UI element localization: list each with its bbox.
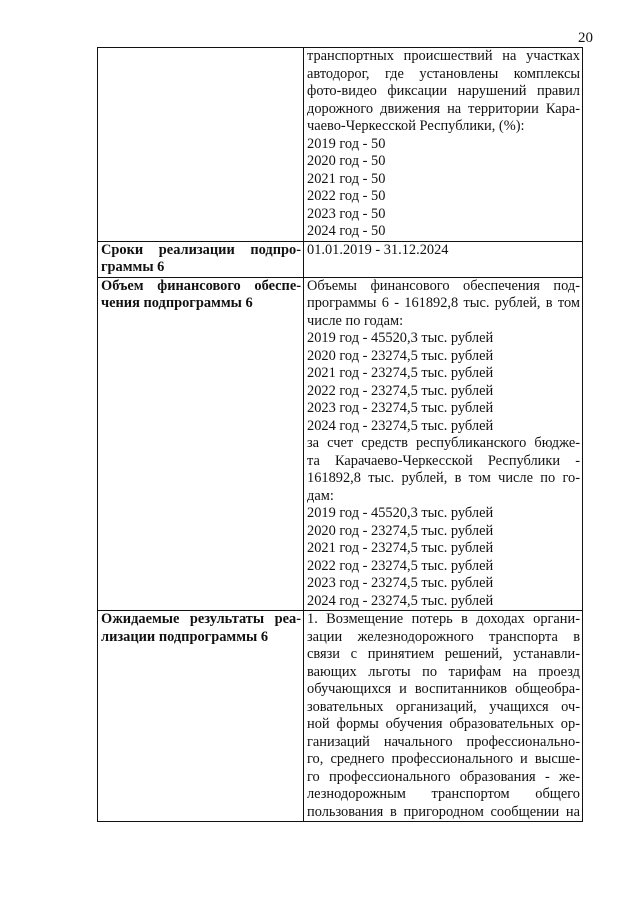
text-line: 2024 год - 50 bbox=[307, 223, 386, 239]
text-line: 2021 год - 23274,5 тыс. рублей bbox=[307, 365, 494, 381]
expected-results-text bbox=[307, 611, 580, 821]
text-line: та Карачаево-Черкесской Республики - bbox=[307, 452, 580, 469]
text-line: 2021 год - 50 bbox=[307, 170, 386, 187]
text-line: 2023 год - 50 bbox=[307, 205, 386, 222]
text-line: дорожного движения на территории Кара- bbox=[307, 100, 580, 117]
implementation-period-label: Сроки реализации подпро-граммы 6 bbox=[98, 241, 304, 277]
text-line: зовательных организаций, учащихся оч- bbox=[307, 698, 580, 715]
text-line: дам: bbox=[307, 487, 334, 504]
passport-table bbox=[97, 47, 583, 822]
expected-results-label: Ожидаемые результаты реа-лизации подпрограммы 6 bbox=[98, 611, 304, 822]
table-row bbox=[98, 48, 583, 242]
text-line: транспортных происшествий на участках bbox=[307, 48, 580, 64]
text-line: 1. Возмещение потерь в доходах органи- bbox=[307, 611, 580, 627]
text-line: связи с принятием решений, устанавли- bbox=[307, 646, 580, 662]
row-label-empty bbox=[98, 48, 304, 242]
text-line: зации железнодорожного транспорта в bbox=[307, 628, 580, 645]
text-line: Объемы финансового обеспечения под- bbox=[307, 277, 580, 294]
text-line: программы 6 - 161892,8 тыс. рублей, в том bbox=[307, 295, 580, 311]
text-line: обучающихся и воспитанников общеобра- bbox=[307, 681, 580, 697]
text-line: го, среднего профессионального и высше- bbox=[307, 751, 580, 767]
text-line: 2020 год - 23274,5 тыс. рублей bbox=[307, 522, 494, 539]
text-line: 2019 год - 45520,3 тыс. рублей bbox=[307, 505, 494, 521]
text-line: 01.01.2019 - 31.12.2024 bbox=[307, 241, 449, 258]
funding-volume-text bbox=[307, 278, 580, 611]
text-line: го профессионального образования - же- bbox=[307, 768, 580, 785]
text-line: 2023 год - 23274,5 тыс. рублей bbox=[307, 400, 494, 416]
page-number: 20 bbox=[578, 30, 593, 46]
text-line: 2019 год - 50 bbox=[307, 135, 386, 152]
text-line: фото-видео фиксации нарушений правил bbox=[307, 83, 580, 99]
text-line: 2020 год - 50 bbox=[307, 153, 386, 169]
expected-results-cell bbox=[304, 611, 583, 822]
text-line: 2020 год - 23274,5 тыс. рублей bbox=[307, 347, 494, 364]
text-line: 2022 год - 50 bbox=[307, 188, 386, 204]
text-line: ной формы обучения образовательных ор- bbox=[307, 716, 580, 732]
text-line: 2021 год - 23274,5 тыс. рублей bbox=[307, 540, 494, 556]
text-line: ганизаций начального профессионально- bbox=[307, 733, 580, 750]
table-row bbox=[98, 241, 583, 277]
text-line: пользования в пригородном сообщении на bbox=[307, 803, 580, 820]
text-line: вающих льготы по тарифам на проезд bbox=[307, 663, 580, 680]
text-line: числе по годам: bbox=[307, 312, 404, 329]
road-safety-indicator-text bbox=[307, 48, 580, 241]
text-line: 2024 год - 23274,5 тыс. рублей bbox=[307, 592, 494, 609]
road-safety-indicator-cell bbox=[304, 48, 583, 242]
text-line: 2023 год - 23274,5 тыс. рублей bbox=[307, 575, 494, 591]
table-row bbox=[98, 611, 583, 822]
text-line: чаево-Черкесской Республики, (%): bbox=[307, 118, 525, 134]
text-line: за счет средств республиканского бюдже- bbox=[307, 435, 580, 451]
text-line: лезнодорожным транспортом общего bbox=[307, 786, 580, 802]
implementation-period-cell bbox=[304, 241, 583, 277]
text-line: 2022 год - 23274,5 тыс. рублей bbox=[307, 557, 494, 574]
text-line: 2024 год - 23274,5 тыс. рублей bbox=[307, 417, 494, 434]
text-line: 2019 год - 45520,3 тыс. рублей bbox=[307, 330, 494, 346]
text-line: 161892,8 тыс. рублей, в том числе по го- bbox=[307, 470, 580, 486]
implementation-period-text bbox=[307, 242, 580, 260]
table-row bbox=[98, 277, 583, 611]
text-line: 2022 год - 23274,5 тыс. рублей bbox=[307, 382, 494, 399]
funding-volume-cell bbox=[304, 277, 583, 611]
funding-volume-label: Объем финансового обеспе-чения подпрограммы 6 bbox=[98, 277, 304, 611]
text-line: автодорог, где установлены комплексы bbox=[307, 65, 580, 82]
